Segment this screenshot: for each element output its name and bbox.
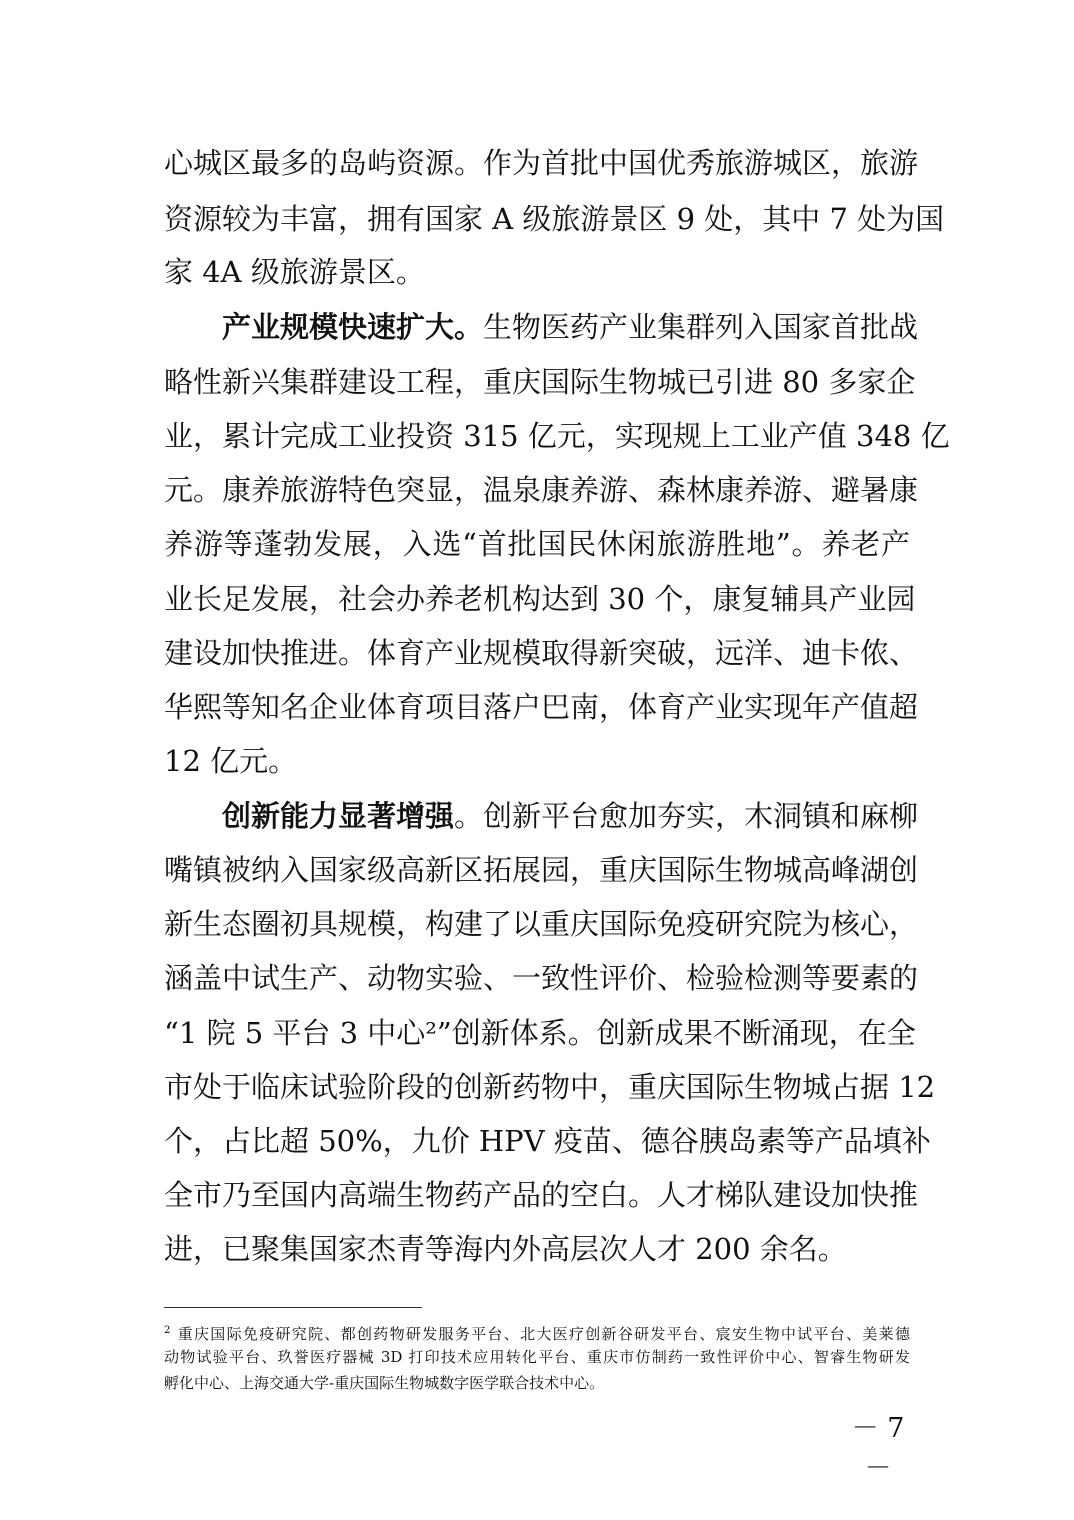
text-line: 市处于临床试验阶段的创新药物中，重庆国际生物城占据 12 (164, 1070, 936, 1104)
text-line: 业，累计完成工业投资 315 亿元，实现规上工业产值 348 亿 (164, 419, 950, 453)
text-line: “1 院 5 平台 3 中心²”创新体系。创新成果不断涌现，在全 (164, 1016, 916, 1050)
text-line: 涵盖中试生产、动物实验、一致性评价、检验检测等要素的 (164, 961, 919, 995)
page-number: － 7 － (851, 1413, 905, 1484)
text-line: 嘴镇被纳入国家级高新区拓展园，重庆国际生物城高峰湖创 (164, 853, 919, 887)
text-line (222, 307, 919, 347)
text-line: 资源较为丰富，拥有国家 A 级旅游景区 9 处，其中 7 处为国 (164, 202, 945, 236)
text-line: 业长足发展，社会办养老机构达到 30 个，康复辅具产业园 (164, 582, 916, 616)
text-line: 养游等蓬勃发展，入选“首批国民休闲旅游胜地”。养老产 (164, 527, 910, 561)
paragraph-heading: 创新能力显著增强 (222, 799, 455, 833)
text-line: 进，已聚集国家杰青等海内外高层次人才 200 余名。 (164, 1232, 847, 1266)
footnote-text: 重庆国际免疫研究院、都创药物研发服务平台、北大医疗创新谷研发平台、宸安生物中试平台、美莱德 (176, 1325, 910, 1343)
footnote-marker: 2 (164, 1325, 171, 1336)
paragraph-heading: 产业规模快速扩大。 (222, 310, 484, 344)
footnote-line: 孵化中心、上海交通大学-重庆国际生物城数字医学联合技术中心。 (164, 1374, 605, 1392)
text-span: 。创新平台愈加夯实，木洞镇和麻柳 (454, 799, 919, 833)
text-line (222, 796, 919, 836)
text-span: 生物医药产业集群列入国家首批战 (483, 310, 919, 344)
footnote-divider (164, 1307, 422, 1308)
text-line: 略性新兴集群建设工程，重庆国际生物城已引进 80 多家企 (164, 365, 916, 399)
text-line: 新生态圈初具规模，构建了以重庆国际免疫研究院为核心， (164, 907, 919, 941)
footnote-line (164, 1318, 910, 1344)
text-line: 华熙等知名企业体育项目落户巴南，体育产业实现年产值超 (164, 690, 919, 724)
text-line: 12 亿元。 (164, 744, 298, 778)
text-line: 家 4A 级旅游景区。 (164, 255, 425, 289)
footnote-line: 动物试验平台、玖誉医疗器械 3D 打印技术应用转化平台、重庆市仿制药一致性评价中心、智睿生物研发 (164, 1348, 910, 1366)
text-line: 个，占比超 50%，九价 HPV 疫苗、德谷胰岛素等产品填补 (164, 1124, 931, 1158)
text-line: 元。康养旅游特色突显，温泉康养游、森林康养游、避暑康 (164, 473, 919, 507)
text-line: 全市乃至国内高端生物药产品的空白。人才梯队建设加快推 (164, 1178, 919, 1212)
text-line: 心城区最多的岛屿资源。作为首批中国优秀旅游城区，旅游 (164, 146, 919, 180)
text-line: 建设加快推进。体育产业规模取得新突破，远洋、迪卡侬、 (164, 636, 919, 670)
